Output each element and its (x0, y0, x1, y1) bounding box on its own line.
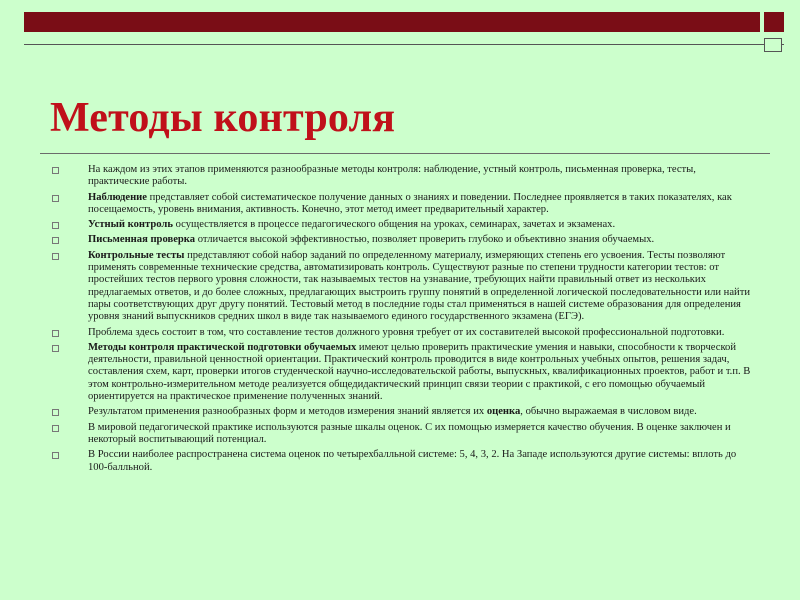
square-bullet-icon (52, 345, 59, 352)
list-item: Результатом применения разнообразных форм и методов измерения знаний является их оценка, обычно выражаемая в числовом виде. (48, 406, 756, 418)
list-item: Методы контроля практической подготовки обучаемых имеют целью проверить практические умения и навыки, способности к творческой деятельности, правильной ценностной ориентации. Практический контроль проводится в виде контрольных учебных опытов, решения задач, составления схем, карт, проверки итогов студенческой научно-исследовательской работы, выпускных, квалификационных проектов, работ и т.п. В этом контрольно-измерительном методе реализуется общедидактический принцип связи теории с практикой, с его помощью обучаемый ориентируется на практическое применение полученных знаний. (48, 342, 756, 403)
list-item: Письменная проверка отличается высокой эффективностью, позволяет проверить глубоко и объективно знания обучаемых. (48, 234, 756, 246)
header-divider-box (764, 38, 782, 52)
list-item: Устный контроль осуществляется в процессе педагогического общения на уроках, семинарах, зачетах и экзаменах. (48, 219, 756, 231)
square-bullet-icon (52, 330, 59, 337)
square-bullet-icon (52, 425, 59, 432)
title-rule (40, 153, 770, 154)
list-item: Наблюдение представляет собой систематическое получение данных о знаниях и поведении. Последнее проявляется в таких показателях, как посещаемость, уровень внимания, активность. Конечно, этот метод имеет предварительный характер. (48, 192, 756, 217)
square-bullet-icon (52, 195, 59, 202)
square-bullet-icon (52, 222, 59, 229)
list-item: Проблема здесь состоит в том, что составление тестов должного уровня требует от их составителей высокой профессиональной подготовки. (48, 327, 756, 339)
square-bullet-icon (52, 167, 59, 174)
square-bullet-icon (52, 409, 59, 416)
header-corner-box (764, 12, 784, 32)
slide-title: Методы контроля (50, 95, 396, 141)
square-bullet-icon (52, 253, 59, 260)
content-list (48, 164, 756, 477)
list-item: На каждом из этих этапов применяются разнообразные методы контроля: наблюдение, устный контроль, письменная проверка, тесты, практические работы. (48, 164, 756, 189)
square-bullet-icon (52, 452, 59, 459)
header-divider (24, 44, 784, 45)
list-item: В России наиболее распространена система оценок по четырехбалльной системе: 5, 4, 3, 2. На Западе используются другие системы: вплоть до 100-балльной. (48, 449, 756, 474)
square-bullet-icon (52, 237, 59, 244)
header-bar (24, 12, 760, 32)
list-item: В мировой педагогической практике используются разные шкалы оценок. С их помощью измеряется качество обучения. В оценке заключен и некоторый воспитывающий потенциал. (48, 422, 756, 447)
list-item: Контрольные тесты представляют собой набор заданий по определенному материалу, измеряющих степень его усвоения. Тесты позволяют применять современные технические средства, автоматизировать контроль. Существуют разные по степени трудности категории тестов: от простейших тестов первого уровня сложности, так называемых тестов на узнавание, требующих найти правильный ответ из нескольких предлагаемых ответов, и до более сложных, предлагающих выстроить группу понятий в определенной логической последовательности или найти пары соответствующих друг другу понятий. Тестовый метод в последние годы стал применяться в нашей системе образования для определения уровня знаний выпускников средних школ в виде так называемого единого государственного экзамена (ЕГЭ). (48, 250, 756, 324)
